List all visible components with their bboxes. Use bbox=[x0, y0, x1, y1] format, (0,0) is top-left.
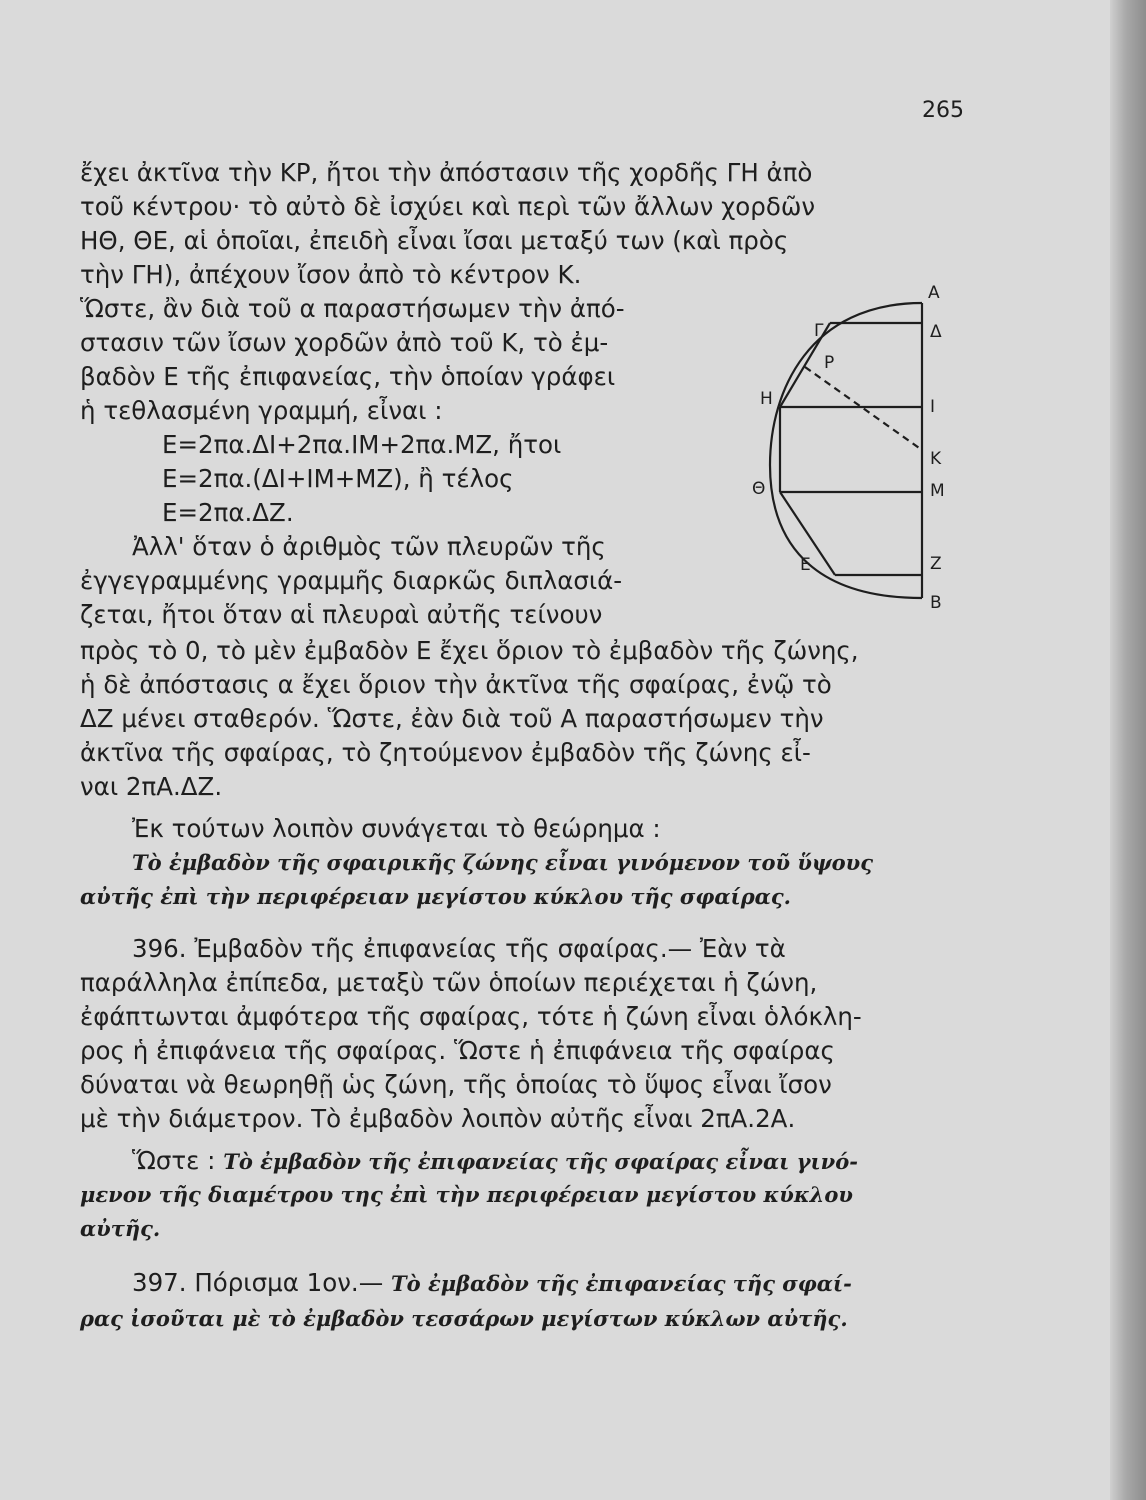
formula-line: Ε=2πα.(ΔΙ+ΙΜ+ΜΖ), ἢ τέλος bbox=[162, 464, 514, 493]
text-line: ζεται, ἤτοι ὅταν αἱ πλευραὶ αὐτῆς τείνουν bbox=[80, 600, 603, 629]
formula-line: Ε=2πα.ΔΙ+2πα.ΙΜ+2πα.ΜΖ, ἤτοι bbox=[162, 430, 562, 459]
zone-figure bbox=[750, 280, 975, 620]
text-line: ἡ δὲ ἀπόστασις α ἔχει ὅριον τὴν ἀκτῖνα τῆς σφαίρας, ἐνῷ τὸ bbox=[80, 670, 832, 699]
figure-label: Η bbox=[760, 389, 773, 409]
text-line: ἔχει ἀκτῖνα τὴν ΚΡ, ἤτοι τὴν ἀπόστασιν τῆς χορδῆς ΓΗ ἀπὸ bbox=[80, 158, 813, 187]
text-line: ναι 2πΑ.ΔΖ. bbox=[80, 772, 223, 801]
page-edge bbox=[1110, 0, 1146, 1500]
text-line: τοῦ κέντρου· τὸ αὐτὸ δὲ ἰσχύει καὶ περὶ τῶν ἄλλων χορδῶν bbox=[80, 192, 816, 221]
figure-label: Θ bbox=[752, 479, 766, 499]
theorem-line: Ὥστε : Τὸ ἐμβαδὸν τῆς ἐπιφανείας τῆς σφαίρας εἶναι γινό- bbox=[132, 1146, 858, 1175]
theorem-line: αὐτῆς ἐπὶ τὴν περιφέρειαν μεγίστου κύκλου τῆς σφαίρας. bbox=[80, 884, 791, 909]
text-line: ΗΘ, ΘΕ, αἱ ὁποῖαι, ἐπειδὴ εἶναι ἴσαι μεταξύ των (καὶ πρὸς bbox=[80, 226, 789, 255]
page-number: 265 bbox=[922, 98, 964, 123]
theorem-line: αὐτῆς. bbox=[80, 1216, 161, 1241]
text-line: ΔΖ μένει σταθερόν. Ὥστε, ἐὰν διὰ τοῦ Α παραστήσωμεν τὴν bbox=[80, 704, 824, 733]
text-line: ἀκτῖνα τῆς σφαίρας, τὸ ζητούμενον ἐμβαδὸν τῆς ζώνης εἶ- bbox=[80, 738, 811, 767]
text-line: Ἐκ τούτων λοιπὸν συνάγεται τὸ θεώρημα : bbox=[132, 814, 661, 843]
text-line: παράλληλα ἐπίπεδα, μεταξὺ τῶν ὁποίων περιέχεται ἡ ζώνη, bbox=[80, 968, 818, 997]
text-line: ρος ἡ ἐπιφάνεια τῆς σφαίρας. Ὥστε ἡ ἐπιφάνεια τῆς σφαίρας bbox=[80, 1036, 835, 1065]
theorem-line: μενον τῆς διαμέτρου της ἐπὶ τὴν περιφέρειαν μεγίστου κύκλου bbox=[80, 1182, 853, 1207]
text-line: ἡ τεθλασμένη γραμμή, εἶναι : bbox=[80, 396, 443, 425]
formula-line: Ε=2πα.ΔΖ. bbox=[162, 498, 294, 527]
figure-label: Ε bbox=[800, 555, 811, 575]
text-line: ἐγγεγραμμένης γραμμῆς διαρκῶς διπλασιά- bbox=[80, 566, 623, 595]
theorem-line: ρας ἰσοῦται μὲ τὸ ἐμβαδὸν τεσσάρων μεγίστων κύκλων αὐτῆς. bbox=[80, 1306, 848, 1331]
figure-label: Β bbox=[930, 593, 942, 613]
text-line: Ἀλλ' ὅταν ὁ ἀριθμὸς τῶν πλευρῶν τῆς bbox=[132, 532, 606, 561]
figure-label: Ρ bbox=[824, 353, 835, 373]
text-line: πρὸς τὸ 0, τὸ μὲν ἐμβαδὸν Ε ἔχει ὅριον τὸ ἐμβαδὸν τῆς ζώνης, bbox=[80, 636, 859, 665]
text-line: στασιν τῶν ἴσων χορδῶν ἀπὸ τοῦ Κ, τὸ ἐμ- bbox=[80, 328, 609, 357]
text-line: ἐφάπτωνται ἀμφότερα τῆς σφαίρας, τότε ἡ ζώνη εἶναι ὁλόκλη- bbox=[80, 1002, 862, 1031]
figure-label: Α bbox=[928, 283, 940, 303]
figure-label: Ι bbox=[930, 397, 936, 417]
text-line: τὴν ΓΗ), ἀπέχουν ἴσον ἀπὸ τὸ κέντρον Κ. bbox=[80, 260, 582, 289]
figure-label: Μ bbox=[930, 481, 945, 501]
figure-label: Γ bbox=[814, 321, 824, 341]
text-line: δύναται νὰ θεωρηθῇ ὡς ζώνη, τῆς ὁποίας τὸ ὕψος εἶναι ἴσον bbox=[80, 1070, 832, 1099]
text-line: Ὥστε, ἂν διὰ τοῦ α παραστήσωμεν τὴν ἀπό- bbox=[80, 294, 625, 323]
figure-label: Δ bbox=[930, 322, 942, 342]
figure-label: Κ bbox=[930, 449, 942, 469]
section-heading-397: 397. Πόρισμα 1ον.— Τὸ ἐμβαδὸν τῆς ἐπιφανείας τῆς σφαί- bbox=[132, 1268, 852, 1297]
section-heading-396: 396. Ἐμβαδὸν τῆς ἐπιφανείας τῆς σφαίρας.— Ἐὰν τὰ bbox=[132, 934, 786, 963]
text-line: μὲ τὴν διάμετρον. Τὸ ἐμβαδὸν λοιπὸν αὐτῆς εἶναι 2πΑ.2Α. bbox=[80, 1104, 796, 1133]
figure-label: Ζ bbox=[930, 554, 942, 574]
arc bbox=[770, 303, 922, 598]
theorem-line: Τὸ ἐμβαδὸν τῆς σφαιρικῆς ζώνης εἶναι γινόμενον τοῦ ὕψους bbox=[132, 850, 874, 875]
perpendicular-kr bbox=[805, 367, 922, 450]
text-line: βαδὸν Ε τῆς ἐπιφανείας, τὴν ὁποίαν γράφει bbox=[80, 362, 616, 391]
